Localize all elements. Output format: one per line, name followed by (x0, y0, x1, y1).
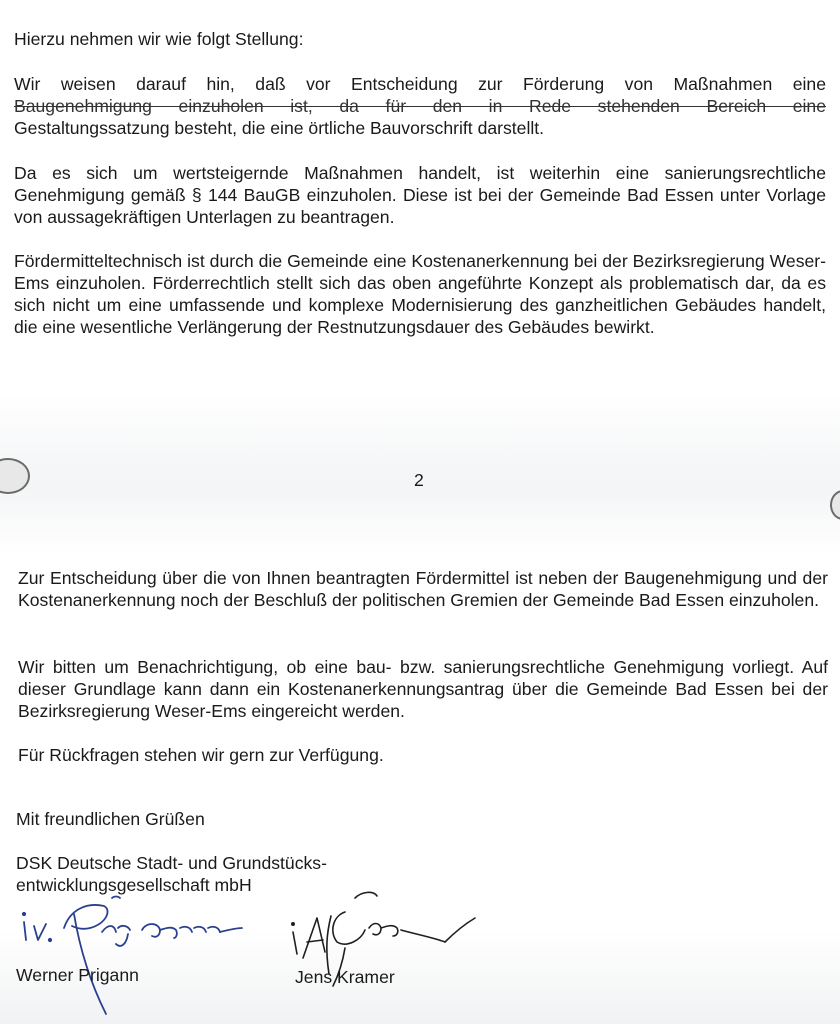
company-line-2: entwicklungsgesellschaft mbH (16, 875, 252, 895)
paragraph-2 (14, 162, 826, 228)
paragraph-5-text: Wir bitten um Benachrichtigung, ob eine bau- bzw. sanierungsrechtliche Genehmigung vorliegt. Auf dieser Grundlage kann dann ein Kostenanerkennungsantrag über die Gemeinde Bad Essen bei der Bezirksregierung Weser-Ems eingereicht werden. (18, 657, 828, 721)
paragraph-3-text: Fördermitteltechnisch ist durch die Gemeinde eine Kostenanerkennung bei der Bezirksregierung Weser-Ems einzuholen. Förderrechtlich stellt sich das oben angeführte Konzept als problematisch dar, da es sich nicht um eine umfassende und komplexe Modernisierung des ganzheitlichen Gebäudes handelt, die eine wesentliche Verlängerung der Restnutzungsdauer des Gebäudes bewirkt. (14, 251, 826, 337)
page-number: 2 (414, 470, 424, 490)
paragraph-4-text: Zur Entscheidung über die von Ihnen beantragten Fördermittel ist neben der Baugenehmigung und der Kostenanerkennung noch der Beschluß der politischen Gremien der Gemeinde Bad Essen einzuholen. (18, 568, 828, 610)
intro-line (14, 28, 714, 50)
company-line-1: DSK Deutsche Stadt- und Grundstücks- (16, 853, 327, 873)
signature-left-image (10, 890, 260, 1020)
paragraph-1 (14, 73, 826, 139)
paragraph-6-text: Für Rückfragen stehen wir gern zur Verfügung. (18, 745, 384, 765)
paragraph-1-line-1: Wir weisen darauf hin, daß vor Entscheidung zur Förderung von Maßnahmen eine (14, 74, 826, 94)
paragraph-5 (18, 656, 828, 722)
intro-text: Hierzu nehmen wir wie folgt Stellung: (14, 29, 304, 49)
signatory-left-name: Werner Prigann (16, 965, 139, 985)
paragraph-3 (14, 250, 826, 338)
paragraph-2-text: Da es sich um wertsteigernde Maßnahmen handelt, ist weiterhin eine sanierungsrechtliche Genehmigung gemäß § 144 BauGB einzuholen. Diese ist bei der Gemeinde Bad Essen unter Vorlage von aussagekräftigen Unterlagen zu beantragen. (14, 163, 826, 227)
paragraph-1-struck-line: Baugenehmigung einzuholen ist, da für den in Rede stehenden Bereich eine (14, 96, 826, 116)
paragraph-6 (18, 744, 718, 766)
paragraph-1-line-3: Gestaltungssatzung besteht, die eine örtliche Bauvorschrift darstellt. (14, 118, 545, 138)
closing-salutation (16, 808, 516, 830)
closing-text: Mit freundlichen Grüßen (16, 809, 205, 829)
signatory-right-name: Jens Kramer (295, 967, 395, 987)
paragraph-4 (18, 567, 828, 611)
